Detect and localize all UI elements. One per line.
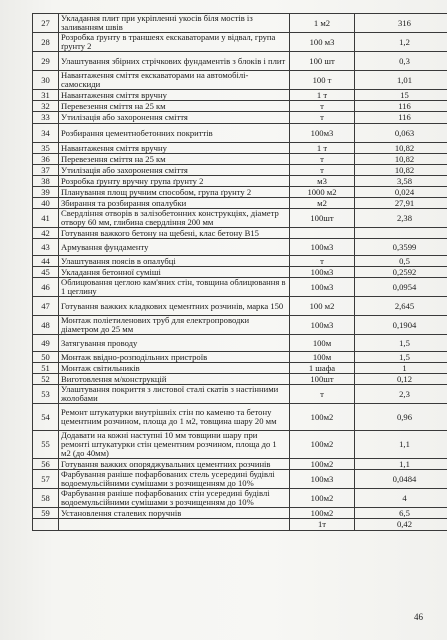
quantity: 0,3599 [355,239,447,256]
quantity: 1,01 [355,71,447,90]
work-description: Навантаження сміття вручну [59,90,290,101]
work-description: Ремонт штукатурки внутрішніх стін по каменю та бетону цементним розчином, площа до 1 м2, товщина шару 20 мм [59,404,290,431]
work-description: Укладання бетонної суміші [59,267,290,278]
work-description: Улаштування покриття з листової сталі скатів з настінними жолобами [59,385,290,404]
quantity: 116 [355,112,447,124]
unit-of-measure: 100м3 [290,239,355,256]
table-row [33,52,447,71]
work-description: Утилізація або захоронення сміття [59,112,290,124]
row-number: 44 [33,256,59,267]
work-description: Утилізація або захоронення сміття [59,165,290,176]
unit-of-measure: 100 т [290,71,355,90]
work-description: Армування фундаменту [59,239,290,256]
quantity: 10,82 [355,143,447,154]
quantity: 4 [355,489,447,508]
quantity: 0,12 [355,374,447,385]
unit-of-measure: т [290,256,355,267]
work-description: Перевезення сміття на 25 км [59,154,290,165]
works-table-body [33,14,447,531]
table-row [33,228,447,239]
row-number: 39 [33,187,59,198]
table-row [33,209,447,228]
row-number: 46 [33,278,59,297]
works-table [32,13,447,531]
unit-of-measure: 1 т [290,143,355,154]
row-number: 50 [33,352,59,363]
row-number: 32 [33,101,59,112]
row-number: 31 [33,90,59,101]
quantity: 1,5 [355,335,447,352]
row-number: 33 [33,112,59,124]
unit-of-measure: 100м2 [290,431,355,459]
unit-of-measure: т [290,101,355,112]
work-description: Додавати на кожні наступні 10 мм товщини шару при ремонті штукатурки стін цементним розчином, площа до 1 м2 (до 40мм) [59,431,290,459]
work-description: Готування важких опоряджувальних цементних розчинів [59,459,290,470]
row-number: 27 [33,14,59,33]
table-row [33,154,447,165]
unit-of-measure: м2 [290,198,355,209]
unit-of-measure: 100м3 [290,124,355,143]
work-description: Розбирання цементнобетонних покриттів [59,124,290,143]
unit-of-measure: 100 м3 [290,33,355,52]
quantity: 15 [355,90,447,101]
unit-of-measure: 1 т [290,90,355,101]
work-description: Готування важких кладкових цементних розчинів, марка 150 [59,297,290,316]
quantity: 2,645 [355,297,447,316]
table-row [33,267,447,278]
row-number: 29 [33,52,59,71]
quantity: 0,42 [355,519,447,531]
work-description: Навантаження сміття вручну [59,143,290,154]
work-description: Виготовлення м/конструкцій [59,374,290,385]
unit-of-measure: т [290,112,355,124]
unit-of-measure: 1000 м2 [290,187,355,198]
unit-of-measure: 100м [290,352,355,363]
work-description: Планування площ ручним способом, група ґрунту 2 [59,187,290,198]
table-row [33,404,447,431]
row-number: 30 [33,71,59,90]
unit-of-measure: т [290,165,355,176]
unit-of-measure: 100м2 [290,404,355,431]
table-row [33,335,447,352]
table-row [33,385,447,404]
table-row [33,33,447,52]
row-number: 52 [33,374,59,385]
table-row [33,489,447,508]
row-number: 53 [33,385,59,404]
table-row [33,187,447,198]
unit-of-measure: 100шт [290,374,355,385]
work-description: Улаштування поясів в опалубці [59,256,290,267]
quantity: 0,063 [355,124,447,143]
unit-of-measure: 100 шт [290,52,355,71]
work-description: Фарбування раніше пофарбованих стін усередині будівлі водоемульсійними сумішами з розчищенням до 10% [59,489,290,508]
table-row [33,508,447,519]
quantity: 2,3 [355,385,447,404]
row-number: 56 [33,459,59,470]
work-description: Розробка ґрунту в траншеях екскаваторами у відвал, група ґрунту 2 [59,33,290,52]
table-row [33,431,447,459]
table-row [33,90,447,101]
table-row [33,278,447,297]
quantity [355,228,447,239]
unit-of-measure: 1 м2 [290,14,355,33]
row-number: 45 [33,267,59,278]
work-description: Свердління отворів в залізобетонних конструкціях, діаметр отвору 60 мм, глибина свердління 200 мм [59,209,290,228]
table-row [33,198,447,209]
unit-of-measure [290,228,355,239]
work-description: Облицювання цеглою кам'яних стін, товщина облицювання в 1 цеглину [59,278,290,297]
quantity: 6,5 [355,508,447,519]
quantity: 0,5 [355,256,447,267]
table-row [33,176,447,187]
quantity: 0,024 [355,187,447,198]
work-description: Установлення сталевих поручнів [59,508,290,519]
work-description: Монтаж ввідно-розподільних пристроїв [59,352,290,363]
quantity: 0,1904 [355,316,447,335]
row-number: 41 [33,209,59,228]
table-row [33,352,447,363]
work-description: Улаштування збірних стрічкових фундаментів з блоків і плит [59,52,290,71]
table-row [33,459,447,470]
table-row [33,143,447,154]
unit-of-measure: т [290,154,355,165]
row-number: 34 [33,124,59,143]
quantity: 0,0954 [355,278,447,297]
table-row [33,124,447,143]
row-number: 37 [33,165,59,176]
table-row [33,256,447,267]
table-row [33,165,447,176]
table-row [33,470,447,489]
table-row [33,363,447,374]
quantity: 0,96 [355,404,447,431]
quantity: 10,82 [355,154,447,165]
unit-of-measure: 100м [290,335,355,352]
work-description: Збирання та розбирання опалубки [59,198,290,209]
work-description: Навантаження сміття екскаваторами на автомобілі-самоскиди [59,71,290,90]
row-number: 36 [33,154,59,165]
work-description [59,519,290,531]
quantity: 1,2 [355,33,447,52]
quantity: 116 [355,101,447,112]
row-number: 51 [33,363,59,374]
page-number: 46 [414,612,423,622]
table-row [33,239,447,256]
quantity: 2,38 [355,209,447,228]
quantity: 3,58 [355,176,447,187]
row-number: 55 [33,431,59,459]
row-number: 48 [33,316,59,335]
work-description: Монтаж поліетиленових труб для електропроводки діаметром до 25 мм [59,316,290,335]
table-row [33,316,447,335]
quantity: 0,3 [355,52,447,71]
unit-of-measure: 100 м2 [290,297,355,316]
row-number: 38 [33,176,59,187]
row-number: 54 [33,404,59,431]
work-description: Готування важкого бетону на щебені, клас бетону В15 [59,228,290,239]
table-row [33,101,447,112]
quantity: 10,82 [355,165,447,176]
work-description: Затягування проводу [59,335,290,352]
work-description: Розробка ґрунту вручну група ґрунту 2 [59,176,290,187]
row-number: 28 [33,33,59,52]
row-number: 43 [33,239,59,256]
row-number: 59 [33,508,59,519]
work-description: Перевезення сміття на 25 км [59,101,290,112]
quantity: 316 [355,14,447,33]
quantity: 0,2592 [355,267,447,278]
unit-of-measure: 100м3 [290,278,355,297]
row-number: 40 [33,198,59,209]
unit-of-measure: 100м2 [290,489,355,508]
quantity: 1,5 [355,352,447,363]
row-number: 42 [33,228,59,239]
quantity: 27,91 [355,198,447,209]
row-number: 47 [33,297,59,316]
table-row [33,297,447,316]
table-row [33,374,447,385]
unit-of-measure: 1 шафа [290,363,355,374]
table-row [33,112,447,124]
work-description: Укладання плит при укріпленні укосів біля мостів із заливанням швів [59,14,290,33]
unit-of-measure: т [290,385,355,404]
quantity: 1 [355,363,447,374]
unit-of-measure: 100м2 [290,459,355,470]
work-description: Фарбування раніше пофарбованих стель усередині будівлі водоемульсійними сумішами з розчищенням до 10% [59,470,290,489]
unit-of-measure: 100м2 [290,508,355,519]
row-number: 35 [33,143,59,154]
unit-of-measure: 100м3 [290,316,355,335]
unit-of-measure: 100м3 [290,267,355,278]
quantity: 1,1 [355,459,447,470]
table-row [33,71,447,90]
row-number [33,519,59,531]
unit-of-measure: м3 [290,176,355,187]
quantity: 1,1 [355,431,447,459]
unit-of-measure: 100шт [290,209,355,228]
quantity: 0,0484 [355,470,447,489]
row-number: 49 [33,335,59,352]
work-description: Монтаж світильників [59,363,290,374]
unit-of-measure: 1т [290,519,355,531]
table-row [33,519,447,531]
row-number: 57 [33,470,59,489]
unit-of-measure: 100м3 [290,470,355,489]
table-row [33,14,447,33]
row-number: 58 [33,489,59,508]
